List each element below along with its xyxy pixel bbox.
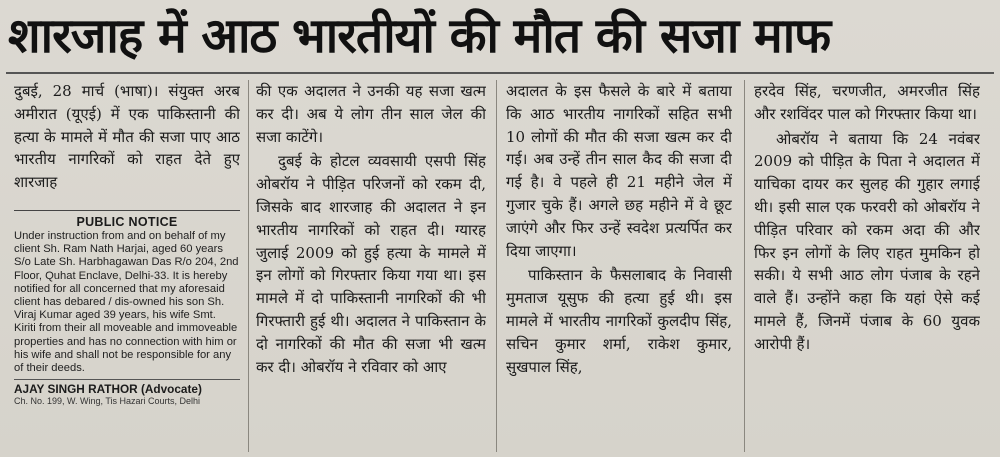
paragraph: अदालत के इस फैसले के बारे में बताया कि आठ भारतीय नागरिकों सहित सभी 10 लोगों की मौत की सजा खत्म कर दी गई। अब उन्हें तीन साल कैद की सजा दी गई है। वे पहले ही 21 महीने जेल में गुजार चुके हैं। अगले छह महीने में वे छूट जाएंगे और फिर उन्हें स्वदेश प्रत्यर्पित कर दिया जाएगा। [506, 82, 732, 260]
notice-signature: AJAY SINGH RATHOR (Advocate) [14, 379, 240, 396]
article-column-2 [256, 80, 486, 450]
paragraph: दुबई के होटल व्यवसायी एसपी सिंह ओबरॉय ने पीड़ित परिजनों को रकम दी, जिसके बाद शारजाह की अदालत ने इन भारतीय नागरिकों को राहत दी। ग्यारह जुलाई 2009 को हुई हत्या के मामले में इन लोगों को गिरफ्तार किया गया था। इस मामले में दो पाकिस्तानी नागरिकों की भी गिरफ्तारी हुई थी। अदालत ने पाकिस्तान के दो नागरिकों की मौत की सजा भी खत्म कर दी। ओबरॉय ने रविवार को आए [256, 152, 486, 376]
article-column-1 [14, 80, 240, 200]
paragraph: दुबई, 28 मार्च (भाषा)। संयुक्त अरब अमीरात (यूएई) में एक पाकिस्तानी की हत्या के मामले में मौत की सजा पाए आठ भारतीय नागरिकों को राहत देते हुए शारजाह [14, 82, 240, 192]
headline-divider [6, 72, 994, 74]
article-column-3 [506, 80, 732, 450]
column-divider [744, 80, 745, 452]
column-divider [496, 80, 497, 452]
notice-address: Ch. No. 199, W. Wing, Tis Hazari Courts, Delhi [14, 396, 201, 407]
article-column-4 [754, 80, 980, 450]
public-notice [14, 210, 240, 456]
paragraph: की एक अदालत ने उनकी यह सजा खत्म कर दी। अब ये लोग तीन साल जेल की सजा काटेंगे। [256, 82, 486, 146]
column-divider [248, 80, 249, 452]
notice-body: Under instruction from and on behalf of my client Sh. Ram Nath Harjai, aged 60 years S/o Late Sh. Harbhagawan Das R/o 204, 2nd Floor, Quhat Enclave, Delhi-33. It is hereby notified for all concerned that my aforesaid client has debared / dis-owned his son Sh. Viraj Kumar aged 39 years, his wife Smt. Kiriti from their all moveable and immoveable properties and has no connection with him or his wife and shall not be responsible for any of their deeds. [14, 230, 239, 375]
headline: शारजाह में आठ भारतीयों की मौत की सजा माफ [8, 8, 831, 64]
paragraph: हरदेव सिंह, चरणजीत, अमरजीत सिंह और रशविंदर पाल को गिरफ्तार किया था। [754, 82, 980, 123]
paragraph: ओबरॉय ने बताया कि 24 नवंबर 2009 को पीड़ित के पिता ने अदालत में याचिका दायर कर सुलह की गुहार लगाई थी। इसी साल एक फरवरी को ओबरॉय ने पीड़ित परिवार को रकम अदा की और फिर इन लोगों के लिए राहत मुमकिन हो सकी। ये सभी आठ लोग पंजाब के रहने वाले हैं। उन्होंने कहा कि यहां ऐसे कई मामले हैं, जिनमें पंजाब के 60 युवक आरोपी हैं। [754, 129, 980, 353]
notice-title: PUBLIC NOTICE [76, 215, 178, 229]
paragraph: पाकिस्तान के फैसलाबाद के निवासी मुमताज यूसुफ की हत्या हुई थी। इस मामले में भारतीय नागरिकों कुलदीप सिंह, सचिन कुमार शर्मा, राकेश कुमार, सुखपाल सिंह, [506, 266, 732, 376]
